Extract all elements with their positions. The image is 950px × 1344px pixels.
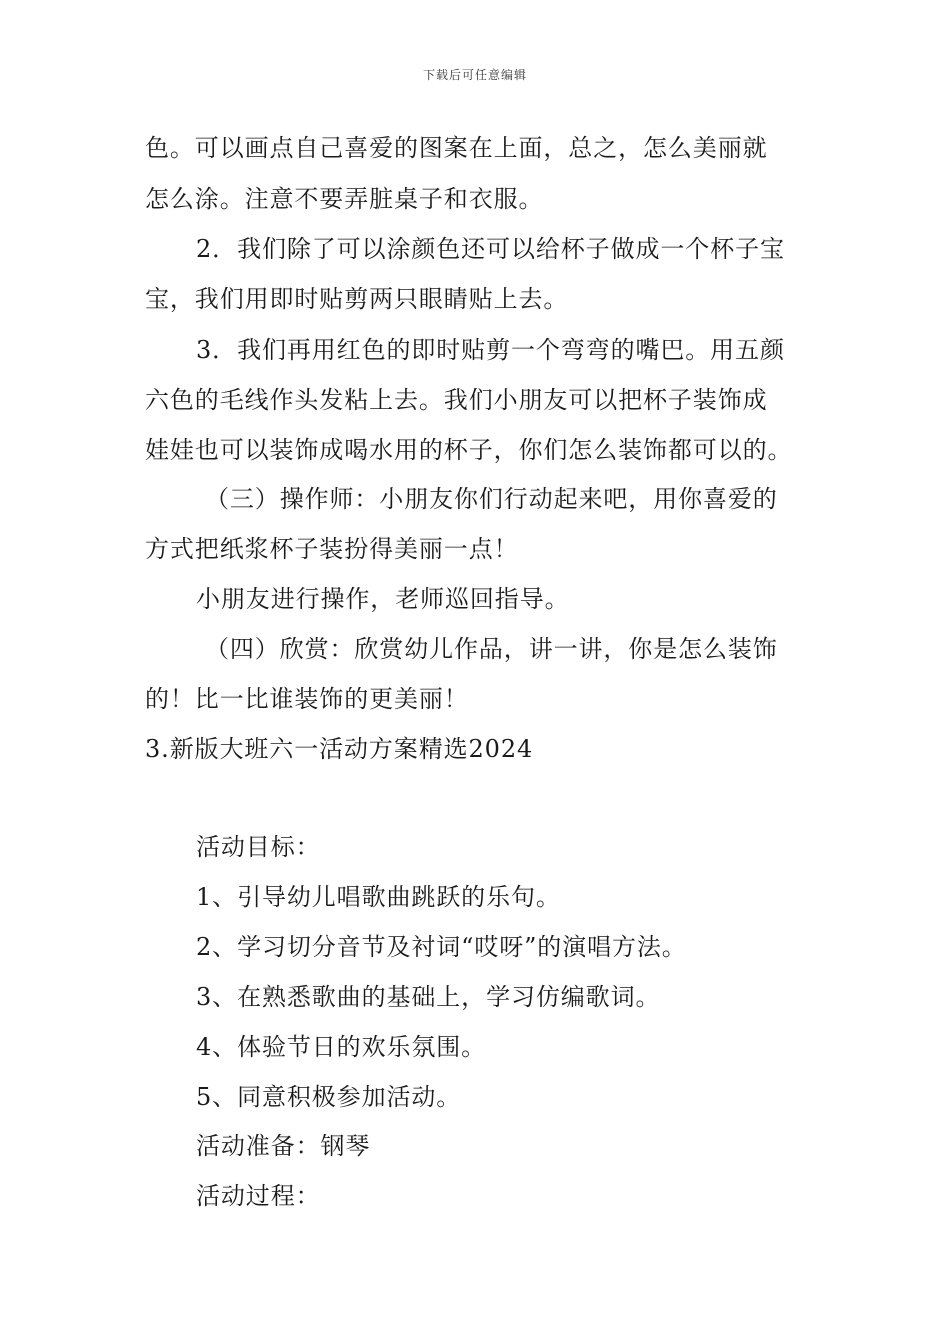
subsection-heading: 活动目标： [196,833,321,861]
paragraph-line: 六色的毛线作头发粘上去。我们小朋友可以把杯子装饰成 [145,386,768,414]
paragraph-line: 小朋友进行操作，老师巡回指导。 [196,585,570,613]
section-heading: 3.新版大班六一活动方案精选2024 [145,735,534,763]
paragraph-line: 怎么涂。注意不要弄脏桌子和衣服。 [145,185,544,213]
subsection-heading: 活动过程： [196,1182,321,1210]
subsection-heading: 活动准备：钢琴 [196,1132,371,1160]
list-item: 3、在熟悉歌曲的基础上，学习仿编歌词。 [196,983,661,1011]
list-item: 2、学习切分音节及衬词“哎呀”的演唱方法。 [196,933,687,961]
paragraph-line: 方式把纸浆杯子装扮得美丽一点！ [145,535,519,563]
paragraph-line: 的！比一比谁装饰的更美丽！ [145,685,469,713]
paragraph-line: 宝，我们用即时贴剪两只眼睛贴上去。 [145,285,569,313]
paragraph-line: （四）欣赏：欣赏幼儿作品，讲一讲，你是怎么装饰 [205,635,778,663]
paragraph-line: 色。可以画点自己喜爱的图案在上面，总之，怎么美丽就 [145,134,768,162]
paragraph-line: 娃娃也可以装饰成喝水用的杯子，你们怎么装饰都可以的。 [145,436,793,464]
list-item: 4、体验节日的欢乐氛围。 [196,1033,487,1061]
list-item: 1、引导幼儿唱歌曲跳跃的乐句。 [196,883,561,911]
page-header: 下载后可任意编辑 [422,68,527,82]
paragraph-line: 2．我们除了可以涂颜色还可以给杯子做成一个杯子宝 [196,235,785,263]
paragraph-line: 3．我们再用红色的即时贴剪一个弯弯的嘴巴。用五颜 [196,336,785,364]
paragraph-line: （三）操作师：小朋友你们行动起来吧，用你喜爱的 [205,485,778,513]
list-item: 5、同意积极参加活动。 [196,1083,462,1111]
